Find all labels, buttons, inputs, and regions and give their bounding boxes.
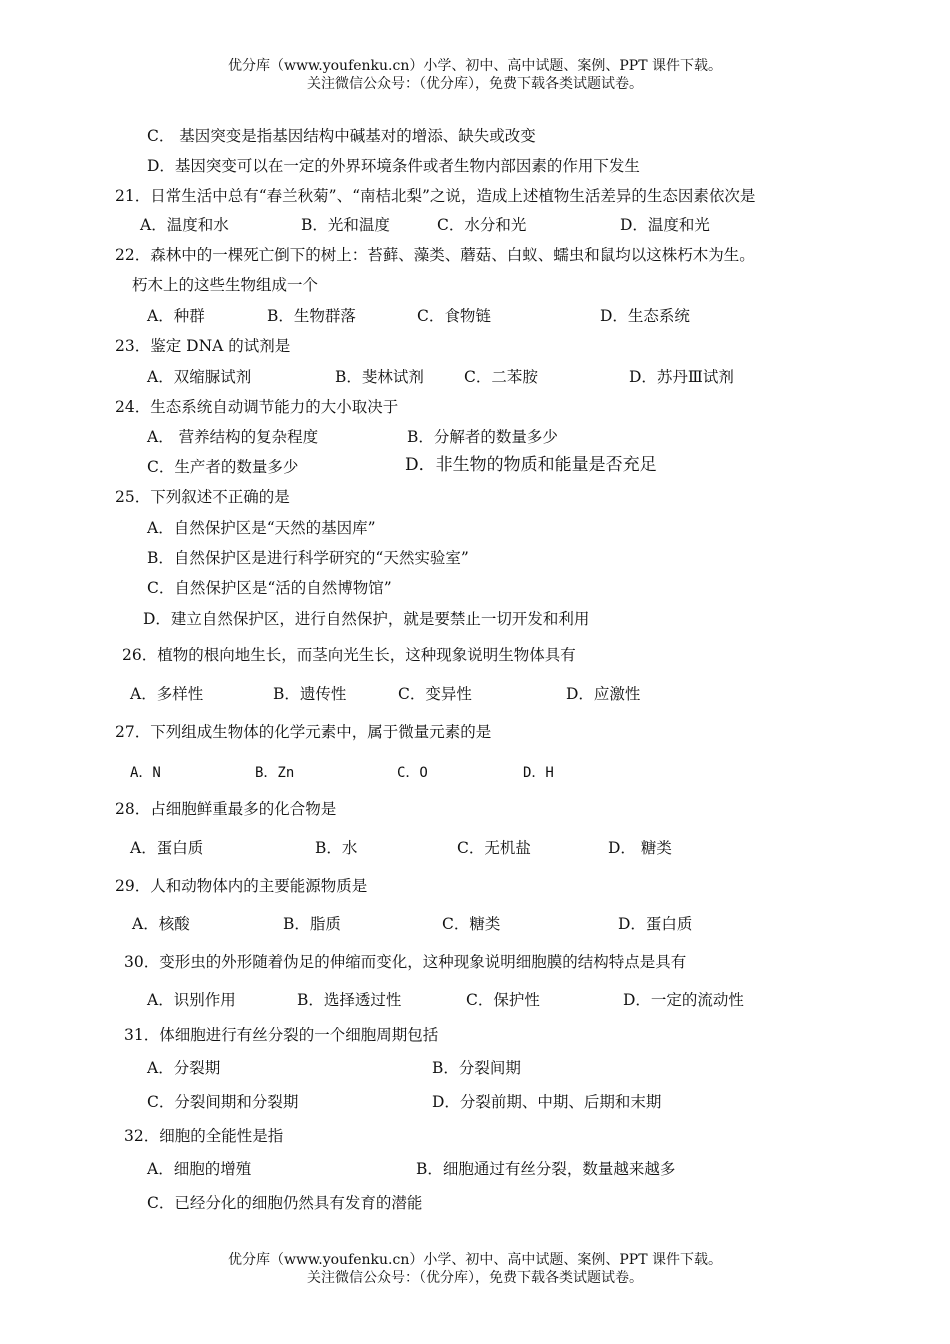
question-26-option-c: C．变异性 xyxy=(398,685,472,703)
question-30-option-d: D．一定的流动性 xyxy=(623,991,744,1009)
question-29-stem: 29．人和动物体内的主要能源物质是 xyxy=(115,877,368,895)
question-27-option-a: A．N xyxy=(130,765,161,781)
carryover-option-d: D．基因突变可以在一定的外界环境条件或者生物内部因素的作用下发生 xyxy=(147,157,640,175)
question-24-option-a: A． 营养结构的复杂程度 xyxy=(147,428,319,446)
page-footer-line-2: 关注微信公众号：（优分库），免费下载各类试题试卷。 xyxy=(307,1270,643,1286)
question-28-option-d: D． 糖类 xyxy=(608,839,672,857)
question-27-option-d: D．H xyxy=(523,765,554,781)
question-29-option-a: A．核酸 xyxy=(132,915,190,933)
question-22-option-d: D．生态系统 xyxy=(600,307,690,325)
question-25-option-d: D．建立自然保护区，进行自然保护，就是要禁止一切开发和利用 xyxy=(143,610,590,628)
question-23-option-b: B．斐林试剂 xyxy=(335,368,424,386)
question-30-stem: 30．变形虫的外形随着伪足的伸缩而变化，这种现象说明细胞膜的结构特点是具有 xyxy=(124,953,687,971)
carryover-option-c: C． 基因突变是指基因结构中碱基对的增添、缺失或改变 xyxy=(147,127,536,145)
question-22-option-c: C．食物链 xyxy=(417,307,491,325)
question-30-option-c: C．保护性 xyxy=(466,991,540,1009)
question-32-option-a: A．细胞的增殖 xyxy=(147,1160,252,1178)
question-31-option-b: B．分裂间期 xyxy=(432,1059,521,1077)
question-24-option-d: D．非生物的物质和能量是否充足 xyxy=(405,455,657,475)
question-24-option-c: C．生产者的数量多少 xyxy=(147,458,299,476)
question-25-option-c: C．自然保护区是“活的自然博物馆” xyxy=(147,579,392,597)
question-24-stem: 24．生态系统自动调节能力的大小取决于 xyxy=(115,398,399,416)
question-25-option-a: A．自然保护区是“天然的基因库” xyxy=(147,519,376,537)
question-32-option-b: B．细胞通过有丝分裂，数量越来越多 xyxy=(416,1160,676,1178)
question-25-option-b: B．自然保护区是进行科学研究的“天然实验室” xyxy=(147,549,469,567)
question-21-option-b: B．光和温度 xyxy=(301,216,390,234)
question-28-option-b: B．水 xyxy=(315,839,358,857)
question-27-option-b: B．Zn xyxy=(255,765,295,781)
question-32-option-c: C．已经分化的细胞仍然具有发育的潜能 xyxy=(147,1194,423,1212)
question-32-stem: 32．细胞的全能性是指 xyxy=(124,1127,284,1145)
question-28-option-a: A．蛋白质 xyxy=(130,839,204,857)
question-26-option-a: A．多样性 xyxy=(130,685,204,703)
question-28-option-c: C．无机盐 xyxy=(457,839,531,857)
question-22-stem: 22．森林中的一棵死亡倒下的树上：苔藓、藻类、蘑菇、白蚁、蠕虫和鼠均以这株朽木为生。 xyxy=(115,246,755,264)
question-31-option-a: A．分裂期 xyxy=(147,1059,221,1077)
question-21-option-a: A．温度和水 xyxy=(140,216,229,234)
question-22-option-b: B．生物群落 xyxy=(267,307,356,325)
question-26-option-b: B．遗传性 xyxy=(273,685,347,703)
question-21-option-c: C．水分和光 xyxy=(437,216,527,234)
question-30-option-b: B．选择透过性 xyxy=(297,991,402,1009)
question-31-option-d: D．分裂前期、中期、后期和末期 xyxy=(432,1093,662,1111)
question-27-option-c: C．O xyxy=(397,765,428,781)
question-23-stem: 23．鉴定 DNA 的试剂是 xyxy=(115,337,291,355)
question-22-stem-continued: 朽木上的这些生物组成一个 xyxy=(132,276,319,294)
question-29-option-c: C．糖类 xyxy=(442,915,501,933)
question-23-option-c: C．二苯胺 xyxy=(464,368,538,386)
question-25-stem: 25．下列叙述不正确的是 xyxy=(115,488,290,506)
question-22-option-a: A．种群 xyxy=(147,307,205,325)
question-29-option-b: B．脂质 xyxy=(283,915,341,933)
question-26-option-d: D．应激性 xyxy=(566,685,641,703)
page-header-line-1: 优分库（www.youfenku.cn）小学、初中、高中试题、案例、PPT 课件下载。 xyxy=(227,58,722,74)
question-30-option-a: A．识别作用 xyxy=(147,991,236,1009)
page-footer-line-1: 优分库（www.youfenku.cn）小学、初中、高中试题、案例、PPT 课件下载。 xyxy=(227,1252,722,1268)
question-31-stem: 31．体细胞进行有丝分裂的一个细胞周期包括 xyxy=(124,1026,439,1044)
question-24-option-b: B．分解者的数量多少 xyxy=(407,428,558,446)
question-23-option-a: A．双缩脲试剂 xyxy=(147,368,252,386)
page-header-line-2: 关注微信公众号：（优分库），免费下载各类试题试卷。 xyxy=(307,76,643,92)
question-21-option-d: D．温度和光 xyxy=(620,216,710,234)
question-21-stem: 21．日常生活中总有“春兰秋菊”、“南桔北梨”之说，造成上述植物生活差异的生态因素依次是 xyxy=(115,187,756,205)
question-26-stem: 26．植物的根向地生长，而茎向光生长，这种现象说明生物体具有 xyxy=(122,646,576,664)
question-28-stem: 28．占细胞鲜重最多的化合物是 xyxy=(115,800,337,818)
question-23-option-d: D．苏丹Ⅲ试剂 xyxy=(629,368,734,386)
question-29-option-d: D．蛋白质 xyxy=(618,915,693,933)
question-27-stem: 27．下列组成生物体的化学元素中，属于微量元素的是 xyxy=(115,723,492,741)
question-31-option-c: C．分裂间期和分裂期 xyxy=(147,1093,299,1111)
